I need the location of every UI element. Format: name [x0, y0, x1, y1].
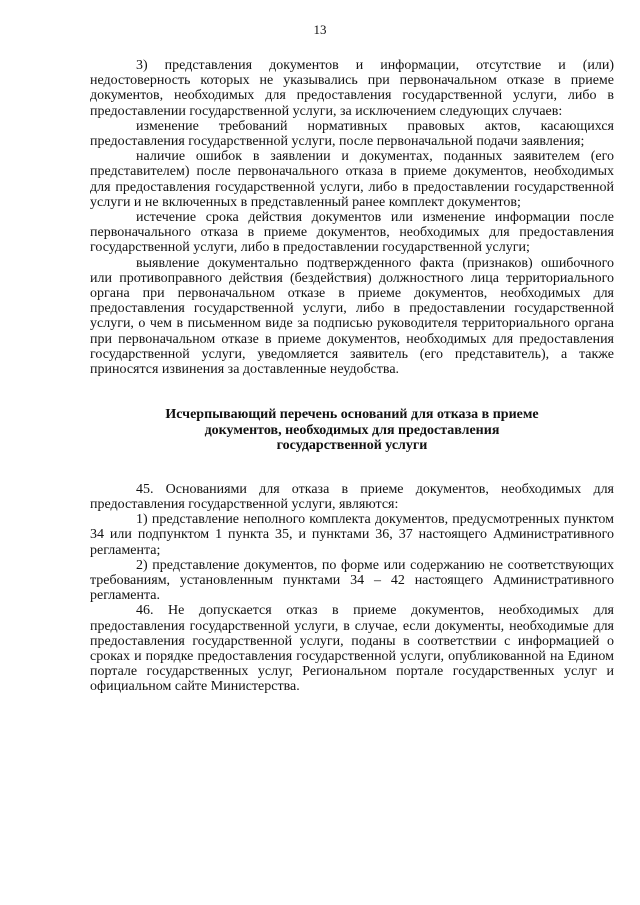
- paragraph-46: 46. Не допускается отказ в приеме документов, необходимых для предоставления государственной услуги, в случае, если документы, необходимые для предоставления государственной услуги, поданы в соответствии с информацией о сроках и порядке предоставления государственной услуги, опубликованной на Едином портале государственных услуг, Региональном портале государственных услуг и официальном сайте Министерства.: [90, 603, 614, 695]
- paragraph-exception-expiry: истечение срока действия документов или изменение информации после первоначального отказа в приеме документов, необходимых для предоставления государственной услуги, либо в предоставлении государственной услуги;: [90, 210, 614, 256]
- section-heading-line-1: Исчерпывающий перечень оснований для отказа в приеме: [165, 407, 539, 423]
- paragraph-exception-violation: выявление документально подтвержденного факта (признаков) ошибочного или противоправного действия (бездействия) должностного лица территориального органа при первоначальном отказе в приеме документов, необходимых для предоставления государственной услуги, либо в предоставлении государственной услуги, о чем в письменном виде за подписью руководителя территориального органа при первоначальном отказе в приеме документов, необходимых для предоставления государственной услуги, уведомляется заявитель (его представитель), а также приносятся извинения за доставленные неудобства.: [90, 255, 614, 378]
- spacer: [90, 454, 614, 482]
- paragraph-45-item-1: 1) представление неполного комплекта документов, предусмотренных пунктом 34 или подпунктом 1 пункта 35, и пунктами 36, 37 настоящего Административного регламента;: [90, 512, 614, 558]
- paragraph-45-item-2: 2) представление документов, по форме или содержанию не соответствующих требованиям, установленным пунктами 34 – 42 настоящего Административного регламента.: [90, 557, 614, 604]
- paragraph-item-3: 3) представления документов и информации, отсутствие и (или) недостоверность которых не указывались при первоначальном отказе в приеме документов, необходимых для предоставления государственной услуги, либо в предоставлении государственной услуги, за исключением следующих случаев:: [90, 58, 614, 119]
- page-number: 13: [313, 22, 327, 37]
- section-heading-line-3: государственной услуги: [276, 438, 428, 454]
- section-heading-line-2: документов, необходимых для предоставления: [204, 422, 500, 438]
- page-body: [90, 58, 614, 695]
- paragraph-45: 45. Основаниями для отказа в приеме документов, необходимых для предоставления государственной услуги, являются:: [90, 481, 614, 512]
- paragraph-exception-legislation: изменение требований нормативных правовых актов, касающихся предоставления государственной услуги, после первоначальной подачи заявления;: [90, 118, 614, 150]
- section-heading: [90, 407, 614, 454]
- paragraph-exception-errors: наличие ошибок в заявлении и документах, поданных заявителем (его представителем) после первоначального отказа в приеме документов, необходимых для предоставления государственной услуги, либо в предоставлении государственной услуги и не включенных в представленный ранее комплект документов;: [90, 149, 614, 210]
